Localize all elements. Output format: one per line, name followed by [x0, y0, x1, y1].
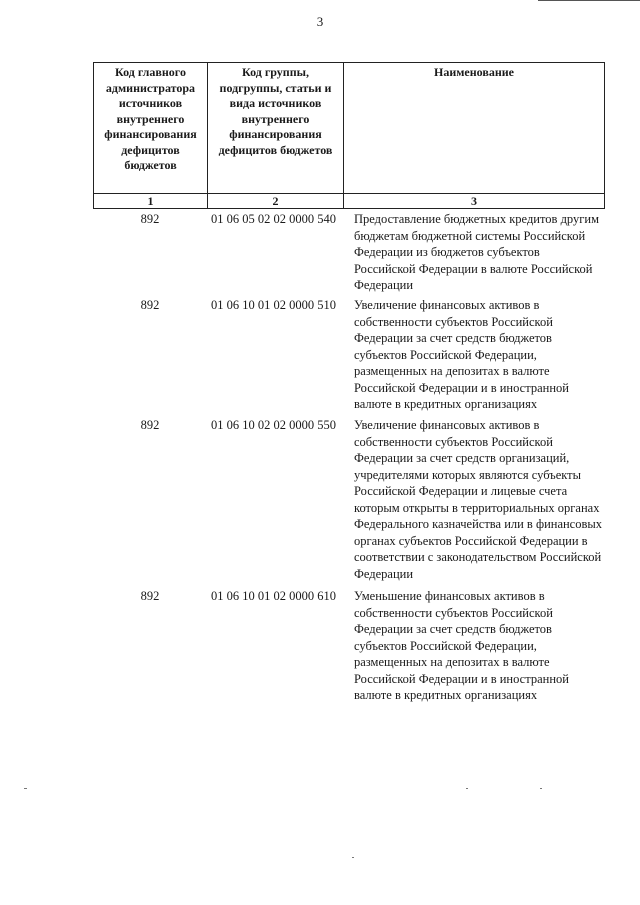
source-code: 01 06 10 01 02 0000 510 [211, 298, 336, 312]
header-row [94, 63, 605, 194]
admin-code: 892 [140, 418, 160, 432]
header-number-row [94, 194, 605, 209]
header-number-3: 3 [344, 194, 605, 209]
scan-speck [24, 788, 27, 789]
source-code: 01 06 10 01 02 0000 610 [211, 589, 336, 603]
source-code: 01 06 05 02 02 0000 540 [211, 212, 336, 226]
source-name: Предоставление бюджетных кредитов другим бюджетам бюджетной системы Российской Федерации из бюджетов субъектов Российской Федерации в валюте Российской Федерации [354, 212, 599, 292]
scan-speck [352, 857, 354, 858]
admin-code: 892 [140, 589, 160, 603]
source-code: 01 06 10 02 02 0000 550 [211, 418, 336, 432]
source-name: Увеличение финансовых активов в собственности субъектов Российской Федерации за счет средств организаций, учредителями которых являются субъекты Российской Федерации и лицевые счета которым открыты в территориальных органах Федерального казначейства или в финансовых органах субъектов Российской Федерации в соответствии с законодательством Российской Федерации [354, 418, 603, 581]
source-name: Уменьшение финансовых активов в собственности субъектов Российской Федерации за счет средств бюджетов субъектов Российской Федерации, размещенных на депозитах в валюте Российской Федерации и в иностранной валюте в кредитных организациях [354, 589, 569, 702]
header-name: Наименование [344, 63, 605, 194]
scan-speck [466, 788, 468, 789]
admin-code: 892 [140, 298, 160, 312]
header-number-1: 1 [94, 194, 208, 209]
top-edge-rule [538, 0, 640, 1]
header-source-code: Код группы, подгруппы, статьи и вида источников внутреннего финансирования дефицитов бюджетов [208, 63, 344, 194]
page-number: 3 [316, 14, 324, 29]
scan-speck [540, 788, 542, 789]
source-name: Увеличение финансовых активов в собственности субъектов Российской Федерации за счет средств бюджетов субъектов Российской Федерации, размещенных на депозитах в валюте Российской Федерации и в иностранной валюте в кредитных организациях [354, 298, 569, 411]
header-admin-code: Код главного администратора источников внутреннего финансирования дефицитов бюджетов [94, 63, 208, 194]
header-number-2: 2 [208, 194, 344, 209]
header-table [93, 62, 605, 209]
admin-code: 892 [140, 212, 160, 226]
